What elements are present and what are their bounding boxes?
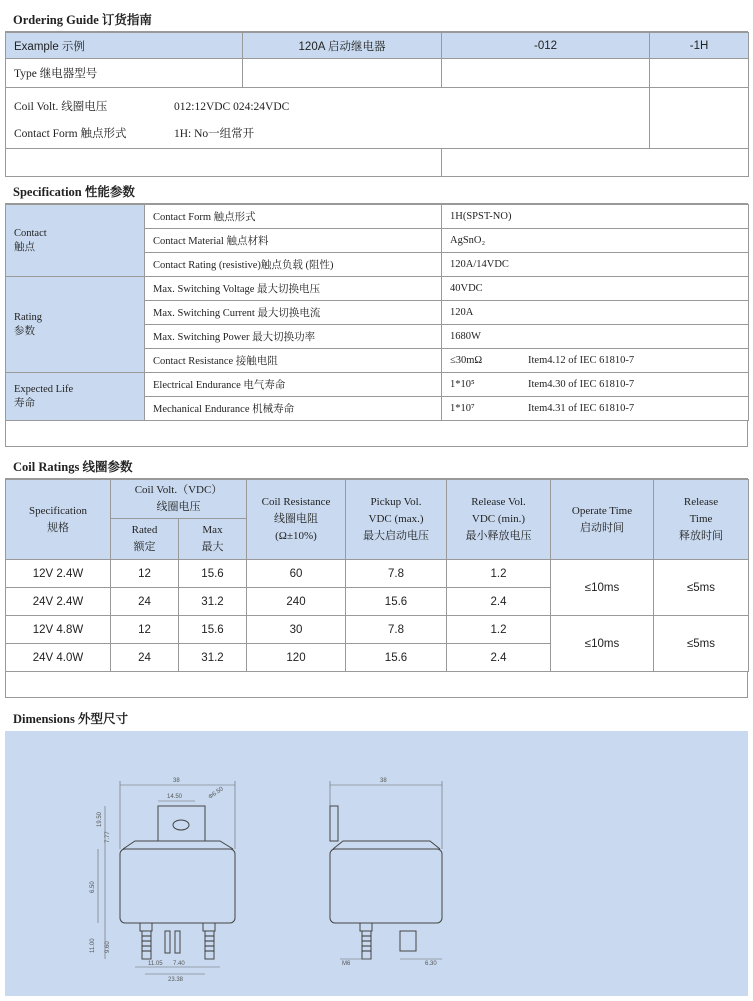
coil-volt-label: Coil Volt. 线圈电压 (14, 101, 108, 113)
coil-volt-header: Coil Volt.（VDC） 线圈电压 (111, 480, 247, 519)
spec-label: Max. Switching Current 最大切换电流 (145, 301, 442, 325)
operate-time: ≤10ms (551, 560, 654, 616)
coil-resistance: 120 (247, 644, 346, 672)
terminal-right (205, 931, 214, 959)
mount-hole (173, 820, 189, 830)
release-time-header: Release Time 释放时间 (654, 480, 749, 560)
dim-hole-offset: 14.50 (167, 794, 183, 800)
spec-value: 120A (442, 301, 749, 325)
coil-resistance: 60 (247, 560, 346, 588)
coil-contact-cell (6, 88, 650, 149)
relay-dimension-drawing (5, 731, 748, 996)
specification-title: Specification 性能参数 (5, 177, 748, 204)
relay-front-top (123, 841, 233, 849)
dim-spacing-b: 7.40 (173, 961, 185, 967)
dim-terminal-sub: 9.60 (105, 941, 111, 953)
dim-terminal-span: 23.38 (168, 977, 184, 983)
coil-pickup: 15.6 (346, 644, 447, 672)
example-type: 120A 启动继电器 (243, 33, 442, 59)
spec-label: Contact Material 触点材料 (145, 229, 442, 253)
spec-label: Max. Switching Voltage 最大切换电压 (145, 277, 442, 301)
spec-value: 1680W (442, 325, 749, 349)
coil-rated: 24 (111, 644, 179, 672)
coil-release: 1.2 (447, 560, 551, 588)
dim-hole-dia: Φ6.50 (207, 786, 225, 801)
ordering-guide-title: Ordering Guide 订货指南 (5, 5, 748, 32)
release-time: ≤5ms (654, 560, 749, 616)
coil-release: 1.2 (447, 616, 551, 644)
coil-ratings-section (5, 452, 748, 698)
coil-volt-value: 012:12VDC 024:24VDC (174, 101, 290, 113)
spec-header: Specification 规格 (6, 480, 111, 560)
dim-bracket-height: 19.50 (97, 811, 103, 827)
max-header: Max 最大 (179, 519, 247, 560)
spec-value: 40VDC (442, 277, 749, 301)
dim-thread: M6 (342, 961, 351, 967)
coil-rated: 12 (111, 560, 179, 588)
side-terminal (362, 931, 371, 959)
release-header: Release Vol. VDC (min.) 最小释放电压 (447, 480, 551, 560)
coil-spec: 12V 2.4W (6, 560, 111, 588)
mount-bracket (158, 806, 205, 841)
coil-resistance: 240 (247, 588, 346, 616)
coil-max: 31.2 (179, 588, 247, 616)
coil-pickup: 7.8 (346, 616, 447, 644)
dim-spacing-a: 11.05 (148, 961, 163, 967)
spec-value: AgSnO₂ (442, 229, 749, 253)
example-form: -1H (650, 33, 749, 59)
coil-rated: 12 (111, 616, 179, 644)
coil-spec: 24V 4.0W (6, 644, 111, 672)
coil-release: 2.4 (447, 644, 551, 672)
dim-tab: 6.30 (425, 961, 437, 967)
dimensions-drawing-panel (5, 731, 748, 996)
dim-width: 38 (173, 778, 180, 784)
spec-label: Contact Resistance 接触电阻 (145, 349, 442, 373)
spec-label: Mechanical Endurance 机械寿命 (145, 397, 442, 421)
operate-time: ≤10ms (551, 616, 654, 672)
operate-time-header: Operate Time 启动时间 (551, 480, 654, 560)
dim-bracket-base: 7.77 (105, 831, 111, 843)
dim-body-height: 6.50 (90, 881, 96, 893)
coil-release: 2.4 (447, 588, 551, 616)
ordering-guide-section (5, 5, 748, 177)
coil-ratings-title: Coil Ratings 线圈参数 (5, 452, 748, 479)
coil-pickup: 7.8 (346, 560, 447, 588)
release-time: ≤5ms (654, 616, 749, 672)
coil-ratings-table (5, 479, 749, 672)
spec-value-with-note: ≤30mΩ Item4.12 of IEC 61810-7 (442, 349, 749, 373)
contact-form-label: Contact Form 触点形式 (14, 128, 127, 140)
contact-form-value: 1H: No一组常开 (174, 128, 255, 140)
spec-label: Contact Rating (resistive)触点负载 (阻性) (145, 253, 442, 277)
spec-label: Max. Switching Power 最大切换功率 (145, 325, 442, 349)
dimensions-section (5, 704, 748, 731)
life-group-label: Expected Life 寿命 (6, 373, 145, 421)
dim-side-width: 38 (380, 778, 387, 784)
dim-terminal-height: 11.00 (90, 938, 96, 953)
side-bracket (330, 806, 338, 841)
specification-section (5, 177, 748, 447)
spec-label: Contact Form 触点形式 (145, 205, 442, 229)
coil-pickup: 15.6 (346, 588, 447, 616)
terminal-left (142, 931, 151, 959)
coil-resistance: 30 (247, 616, 346, 644)
example-coil: -012 (442, 33, 650, 59)
type-label: Type 继电器型号 (6, 59, 243, 88)
specification-table (5, 204, 749, 421)
coil-spec: 24V 2.4W (6, 588, 111, 616)
rating-group-label: Rating 参数 (6, 277, 145, 373)
coil-rated: 24 (111, 588, 179, 616)
example-label: Example 示例 (6, 33, 243, 59)
coil-max: 15.6 (179, 560, 247, 588)
dimensions-title: Dimensions 外型尺寸 (13, 712, 128, 726)
rated-header: Rated 额定 (111, 519, 179, 560)
ordering-table (5, 32, 749, 177)
relay-side-body (330, 849, 442, 923)
resistance-header: Coil Resistance 线圈电阻 (Ω±10%) (247, 480, 346, 560)
contact-group-label: Contact 触点 (6, 205, 145, 277)
pickup-header: Pickup Vol. VDC (max.) 最大启动电压 (346, 480, 447, 560)
coil-spec: 12V 4.8W (6, 616, 111, 644)
spec-value: 1H(SPST-NO) (442, 205, 749, 229)
spec-value-with-note: 1*10⁵ Item4.30 of IEC 61810-7 (442, 373, 749, 397)
spec-value-with-note: 1*10⁷ Item4.31 of IEC 61810-7 (442, 397, 749, 421)
spec-value: 120A/14VDC (442, 253, 749, 277)
spec-label: Electrical Endurance 电气寿命 (145, 373, 442, 397)
coil-max: 15.6 (179, 616, 247, 644)
coil-max: 31.2 (179, 644, 247, 672)
relay-front-body (120, 849, 235, 923)
